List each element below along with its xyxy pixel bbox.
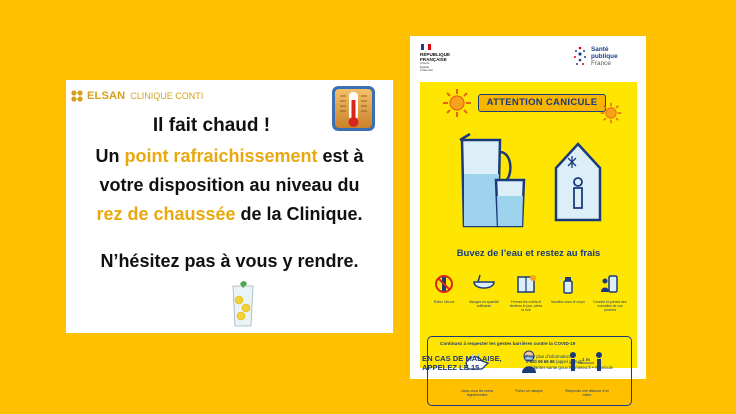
line4-post: de la Clinique. [235,204,363,224]
poster-subtitle: Buvez de l’eau et restez au frais [456,248,601,259]
covid-caption: Respectez une distance d’un mètre [565,389,609,397]
water-jug-and-glass-icon [456,130,528,230]
phone-person-icon [600,274,620,294]
sun-icon [442,88,472,118]
notice-line-2 [66,146,393,167]
notice-line-5: N’hésitez pas à vous y rendre. [100,251,359,271]
tip-caption: Évitez l’alcool [433,300,455,304]
poster-body [420,82,637,397]
clinic-name: CLINIQUE CONTI [130,91,204,101]
line4-highlight: rez de chaussée [96,204,236,224]
tip-eat [466,274,502,309]
cool-house-icon [552,138,604,222]
spray-bottle-icon [558,274,578,294]
tip-caption: Mouillez-vous le corps [551,300,585,304]
covid-title: Continuez à respecter les gestes barrières contre la COVID-19 [440,341,576,346]
emergency-text: EN CAS DE MALAISE, APPELEZ LE 15 [422,354,502,372]
notice-card [66,80,393,333]
no-alcohol-icon [434,274,454,294]
notice-title: Il fait chaud ! [152,115,271,136]
rf-name: RÉPUBLIQUE FRANÇAISE [420,52,451,62]
tip-no-alcohol [426,274,462,305]
elsan-flower-icon [70,89,84,103]
sante-publique-france-logo [573,46,618,68]
line2-highlight: point rafraichissement [124,146,318,166]
tip-wet-body [550,274,586,305]
tip-caption: Donnez et prenez des nouvelles de vos proches [593,300,627,312]
spf-name: Santé publique France [591,46,618,67]
covid-caption: Portez un masque [515,389,543,393]
bowl-icon [472,274,496,294]
distance-label: 1 m [582,357,590,362]
canicule-poster [410,36,646,397]
lemon-water-glass-icon [230,280,256,328]
notice-line-4 [66,204,393,225]
line2-pre: Un [95,146,125,166]
tip-caption: Fermez les volets et fenêtres le jour, aérez la nuit [509,300,543,312]
window-shutters-icon [515,274,537,294]
tips-row [426,274,631,314]
attention-canicule-banner: ATTENTION CANICULE [478,94,606,112]
spf-dots-icon [573,46,587,68]
elsan-logo [70,89,203,103]
line2-post: est à [317,146,364,166]
tip-call-relatives [592,274,628,313]
rf-motto: Liberté Égalité Fraternité [420,61,433,72]
sun-small-icon [600,102,622,124]
tip-shutters [508,274,544,313]
republique-francaise-logo [420,44,464,73]
brand-name: ELSAN [87,90,126,102]
tip-caption: Mangez en quantité suffisante [469,300,499,308]
notice-line-3: votre disposition au niveau du [99,175,360,195]
french-flag-icon [421,44,431,50]
info-text: Pour plus d’informations : 0 800 06 66 66 (appel gratuit) solidarites-sante.gouv.fr • meteo.fr • #canicule [526,354,613,370]
covid-caption: Lavez-vous les mains régulièrement [460,389,494,397]
